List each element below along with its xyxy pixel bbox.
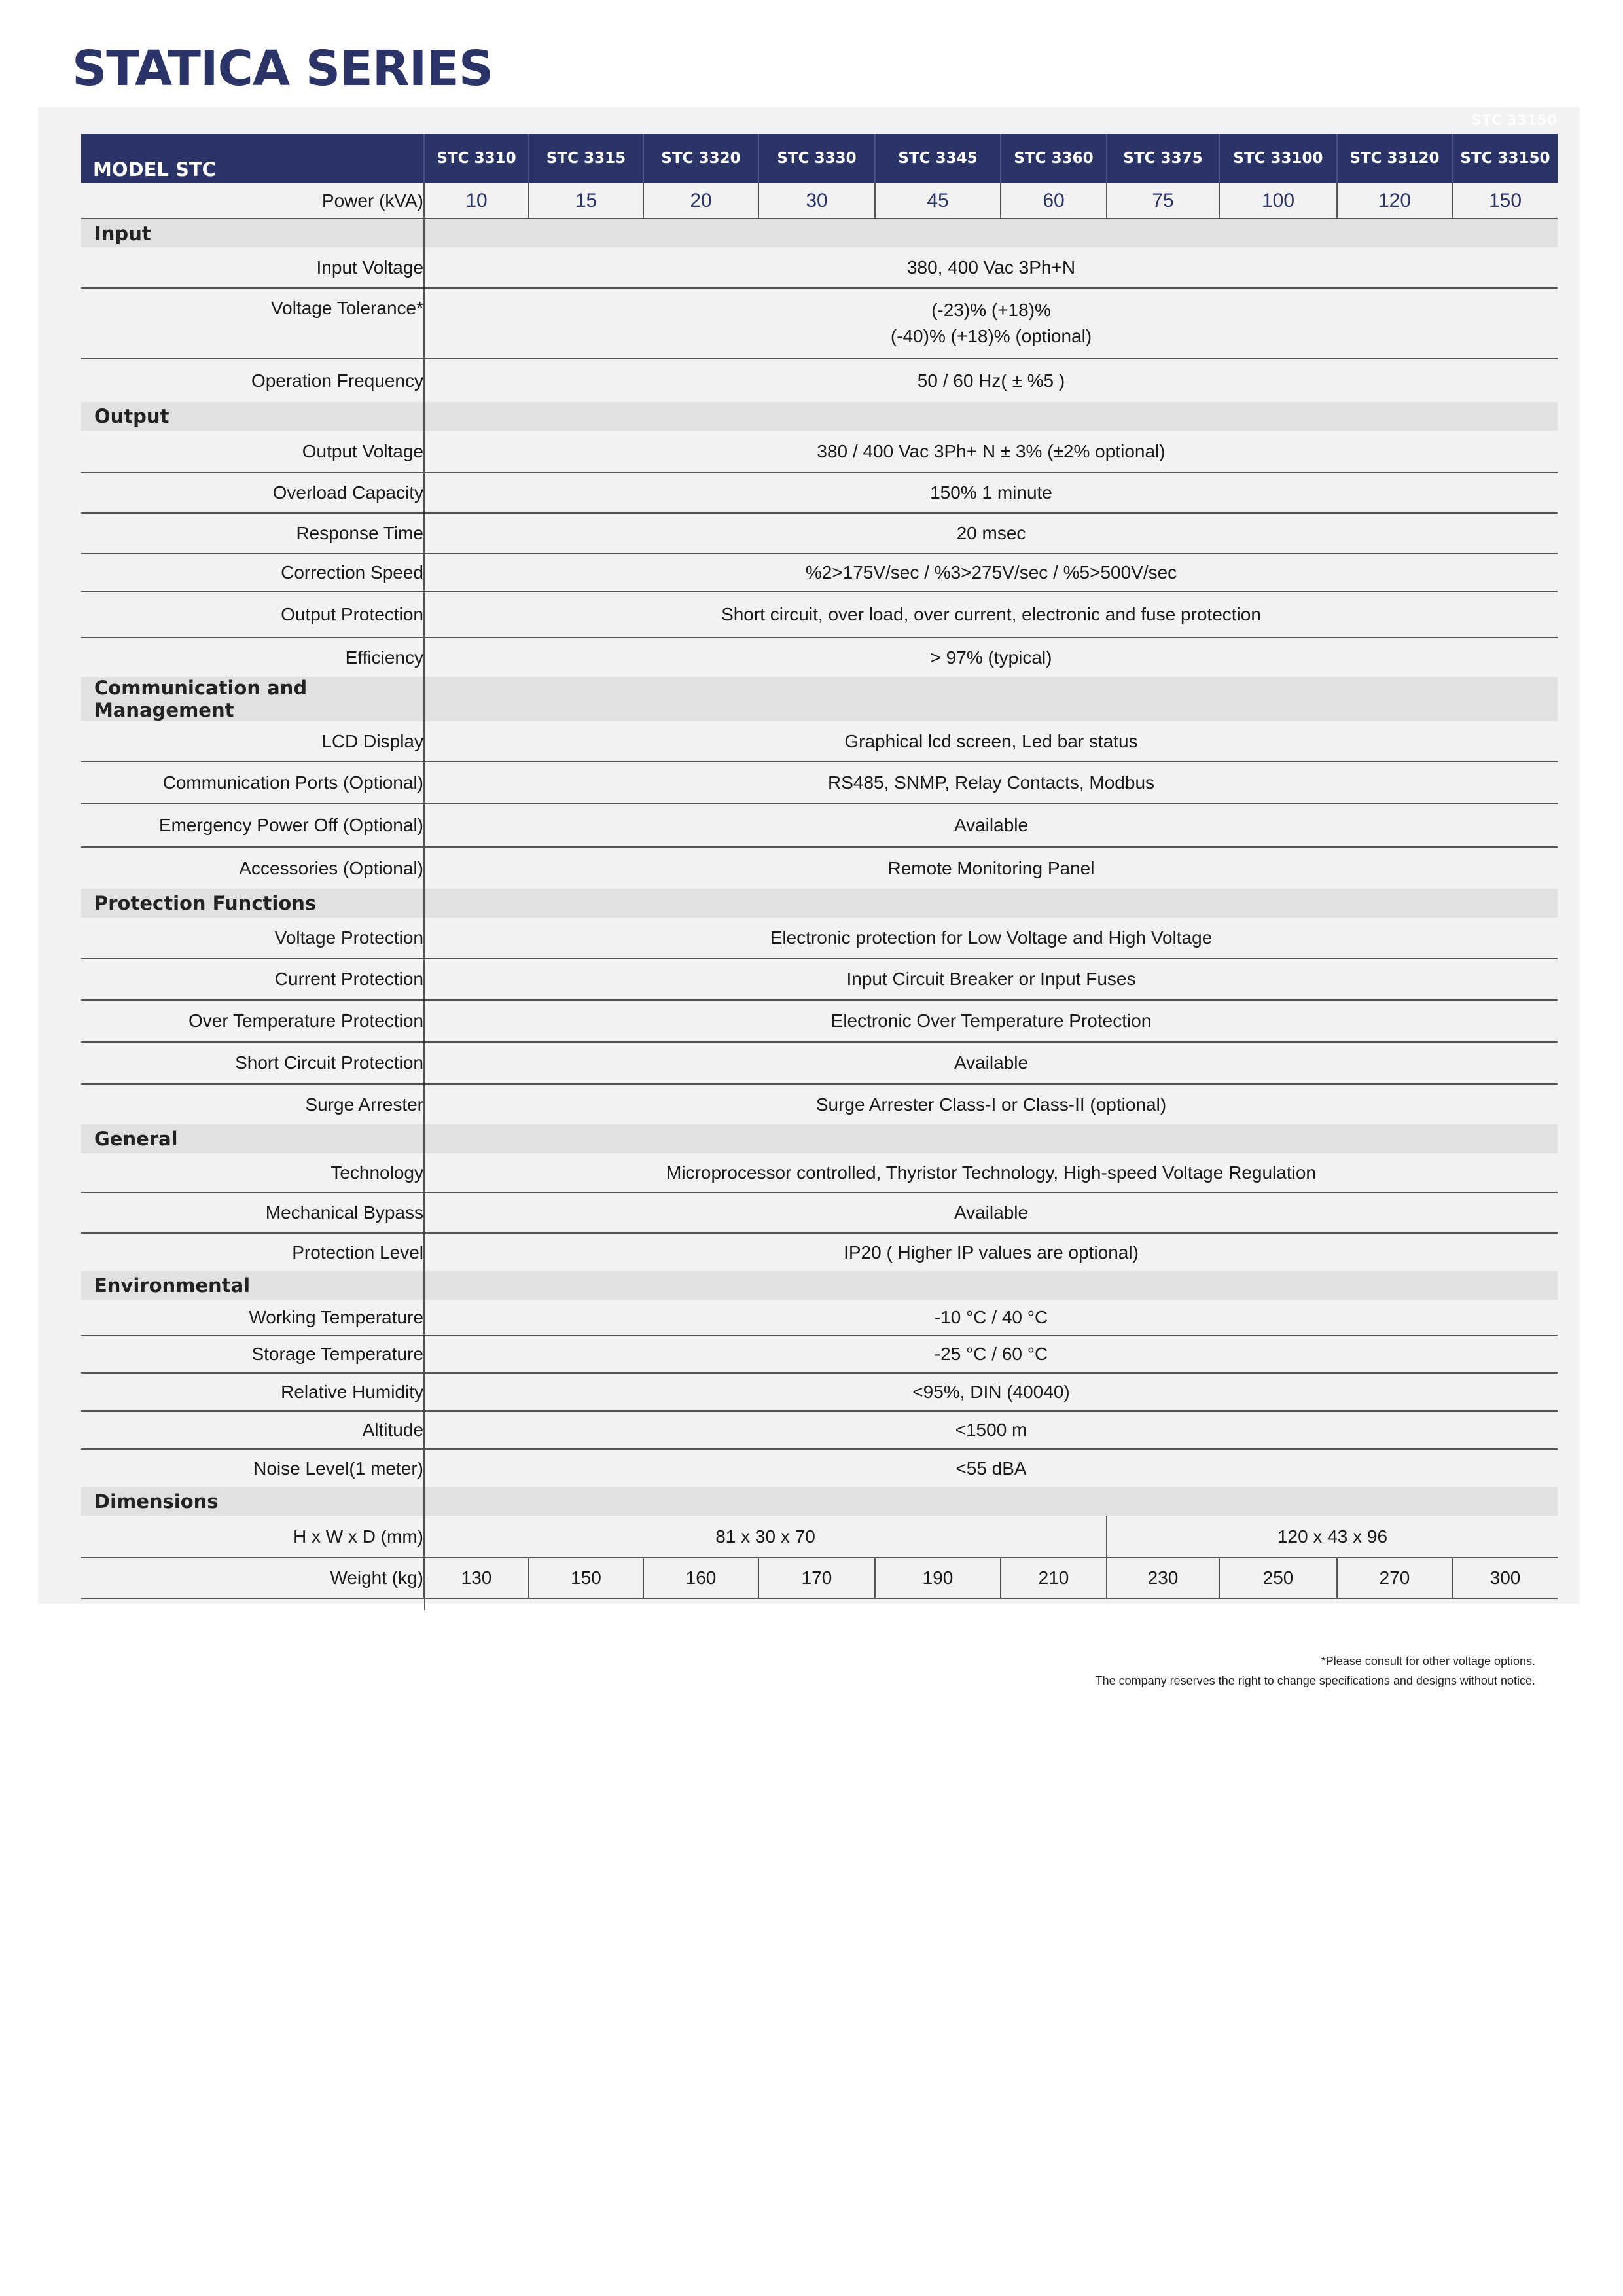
spec-label: Operation Frequency [251,370,423,391]
spec-row [81,958,1558,1000]
spec-row [81,1042,1558,1084]
spec-row [81,1084,1558,1124]
spec-value: Short circuit, over load, over current, electronic and fuse protection [424,592,1558,637]
model-header-row [81,134,1558,183]
ghost-model-label: STC 33150 [1471,113,1558,129]
spec-value: Electronic protection for Low Voltage and High Voltage [424,918,1558,958]
spec-value: Available [424,1042,1558,1084]
spec-value: > 97% (typical) [424,637,1558,677]
power-value: 30 [758,183,875,219]
spec-label: Communication Ports (Optional) [81,762,424,804]
model-cell: STC 3320 [643,134,758,183]
spec-value: -10 °C / 40 °C [424,1300,1558,1335]
weight-value: 270 [1337,1558,1452,1598]
spec-row [81,592,1558,637]
section-header-output [81,402,1558,431]
spec-label: Correction Speed [81,554,424,592]
spec-value: Remote Monitoring Panel [424,847,1558,889]
weight-value: 230 [1107,1558,1219,1598]
model-cell: STC 3375 [1107,134,1219,183]
spec-value: 380, 400 Vac 3Ph+N [424,247,1558,288]
section-title: Environmental [81,1271,424,1300]
model-cell: STC 33100 [1219,134,1337,183]
spec-row [81,847,1558,889]
spec-row [81,513,1558,554]
weight-row [81,1558,1558,1598]
spec-label: Overload Capacity [81,473,424,513]
dimension-value: 120 x 43 x 96 [1107,1516,1558,1558]
spec-label: Noise Level(1 meter) [253,1458,423,1479]
specification-table [81,134,1558,1599]
spec-value: 380 / 400 Vac 3Ph+ N ± 3% (±2% optional) [424,431,1558,473]
power-value: 15 [529,183,643,219]
spec-label: Efficiency [345,647,423,668]
spec-row [81,1411,1558,1449]
model-cell: STC 3360 [1001,134,1107,183]
spec-value: IP20 ( Higher IP values are optional) [424,1233,1558,1271]
power-label: Power (kVA) [81,183,424,219]
spec-value: Available [424,1193,1558,1233]
section-header-general [81,1124,1558,1153]
spec-label: Voltage Protection [81,918,424,958]
weight-value: 210 [1001,1558,1107,1598]
spec-label: Working Temperature [81,1300,424,1335]
spec-label: Mechanical Bypass [81,1193,424,1233]
section-title: Input [81,219,424,247]
spec-value: %2>175V/sec / %3>275V/sec / %5>500V/sec [424,554,1558,592]
spec-value: RS485, SNMP, Relay Contacts, Modbus [424,762,1558,804]
spec-row [81,359,1558,402]
spec-label: Relative Humidity [81,1373,424,1411]
power-value: 100 [1219,183,1337,219]
spec-label: Altitude [81,1411,424,1449]
power-value: 20 [643,183,758,219]
page-title: STATICA SERIES [72,41,493,97]
section-title: Output [81,402,424,431]
power-value: 60 [1001,183,1107,219]
spec-row [81,918,1558,958]
spec-row [81,721,1558,762]
spec-value: Surge Arrester Class-I or Class-II (optional) [424,1084,1558,1124]
model-cell: STC 3315 [529,134,643,183]
spec-value: 20 msec [424,513,1558,554]
spec-label: Surge Arrester [305,1094,423,1115]
spec-label: Response Time [81,513,424,554]
weight-value: 150 [529,1558,643,1598]
spec-value: Microprocessor controlled, Thyristor Technology, High-speed Voltage Regulation [424,1153,1558,1193]
spec-row [81,288,1558,359]
power-value: 10 [424,183,529,219]
model-header-label: MODEL STC [81,134,424,183]
spec-value: <55 dBA [424,1449,1558,1487]
spec-label: Output Protection [81,592,424,637]
weight-value: 160 [643,1558,758,1598]
spec-value: -25 °C / 60 °C [424,1335,1558,1373]
spec-label: Weight (kg) [81,1558,424,1598]
spec-row [81,1153,1558,1193]
model-cell: STC 3310 [424,134,529,183]
spec-label: Short Circuit Protection [81,1042,424,1084]
spec-label: H x W x D (mm) [81,1516,424,1558]
spec-row [81,554,1558,592]
section-header-input [81,219,1558,247]
spec-label: LCD Display [81,721,424,762]
spec-row [81,431,1558,473]
spec-label: Over Temperature Protection [81,1000,424,1042]
model-cell: STC 33150 [1452,134,1558,183]
weight-value: 300 [1452,1558,1558,1598]
spec-value: 150% 1 minute [424,473,1558,513]
spec-row [81,762,1558,804]
power-value: 150 [1452,183,1558,219]
weight-value: 170 [758,1558,875,1598]
spec-value-line: (-23)% (+18)% [931,300,1051,320]
spec-row [81,1000,1558,1042]
spec-row [81,1193,1558,1233]
dimension-value: 81 x 30 x 70 [424,1516,1107,1558]
spec-value: <95%, DIN (40040) [424,1373,1558,1411]
spec-label: Storage Temperature [81,1335,424,1373]
spec-row [81,637,1558,677]
spec-label: Protection Level [292,1242,423,1263]
spec-label: Emergency Power Off (Optional) [81,804,424,847]
footnote-voltage: *Please consult for other voltage options. [1321,1655,1535,1668]
power-value: 120 [1337,183,1452,219]
spec-row [81,1300,1558,1335]
spec-value: <1500 m [424,1411,1558,1449]
spec-value: Electronic Over Temperature Protection [424,1000,1558,1042]
spec-row [81,1233,1558,1271]
spec-row [81,247,1558,288]
power-value: 75 [1107,183,1219,219]
spec-row [81,804,1558,847]
weight-value: 130 [424,1558,529,1598]
spec-row [81,473,1558,513]
section-header-protection [81,889,1558,918]
spec-label: Current Protection [81,958,424,1000]
spec-value-line: (-40)% (+18)% (optional) [890,326,1092,346]
section-header-dimensions [81,1487,1558,1516]
model-cell: STC 3330 [758,134,875,183]
spec-value: Input Circuit Breaker or Input Fuses [424,958,1558,1000]
spec-label: Input Voltage [81,247,424,288]
power-row [81,183,1558,219]
spec-row [81,1449,1558,1487]
weight-value: 190 [875,1558,1001,1598]
section-title: General [81,1124,424,1153]
dimensions-row [81,1516,1558,1558]
section-header-environmental [81,1271,1558,1300]
column-divider-tail [424,1577,425,1610]
spec-label: Technology [81,1153,424,1193]
section-title: Communication and Management [81,677,424,721]
section-header-communication [81,677,1558,721]
section-title: Dimensions [81,1487,424,1516]
spec-value-multiline [424,288,1558,359]
power-value: 45 [875,183,1001,219]
spec-value: 50 / 60 Hz( ± %5 ) [424,359,1558,402]
spec-value: Graphical lcd screen, Led bar status [424,721,1558,762]
spec-row [81,1373,1558,1411]
section-title: Protection Functions [81,889,424,918]
spec-value: Available [424,804,1558,847]
spec-row [81,1335,1558,1373]
weight-value: 250 [1219,1558,1337,1598]
model-cell: STC 3345 [875,134,1001,183]
model-cell: STC 33120 [1337,134,1452,183]
spec-label: Accessories (Optional) [239,857,423,878]
spec-label: Output Voltage [81,431,424,473]
footnote-disclaimer: The company reserves the right to change specifications and designs without notice. [1095,1674,1535,1687]
spec-label: Voltage Tolerance* [81,288,424,359]
